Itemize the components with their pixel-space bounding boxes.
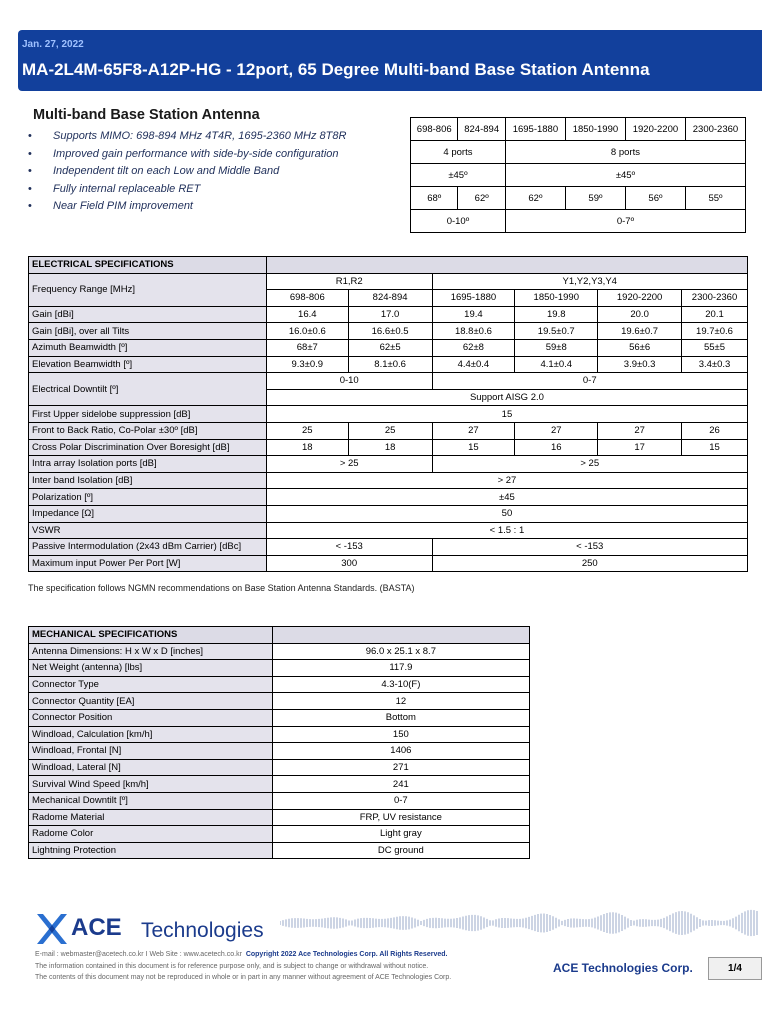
bullet-icon: • — [28, 165, 32, 177]
product-subtitle: Multi-band Base Station Antenna — [33, 107, 260, 123]
summary-beamwidth: 55º — [685, 187, 745, 210]
table-row: Inter band Isolation [dB] > 27 — [29, 472, 748, 489]
row-label: Intra array Isolation ports [dB] — [29, 456, 267, 473]
table-row: Intra array Isolation ports [dB] > 25 > 25 — [29, 456, 748, 473]
row-label: Passive Intermodulation (2x43 dBm Carrier) [dBc] — [29, 539, 267, 556]
mechanical-spec-table — [28, 626, 530, 859]
row-label: Inter band Isolation [dB] — [29, 472, 267, 489]
table-row: Electrical Downtilt [º] 0-10 0-7 — [29, 373, 748, 390]
row-label: Maximum input Power Per Port [W] — [29, 555, 267, 572]
summary-tilt-low: 0-10º — [411, 210, 506, 233]
table-row: Antenna Dimensions: H x W x D [inches] 96.0 x 25.1 x 8.7 — [29, 643, 530, 660]
bullet-icon: • — [28, 147, 32, 160]
aisg-support: Support AISG 2.0 — [266, 389, 747, 406]
row-label: Impedance [Ω] — [29, 505, 267, 522]
table-row: Connector Position Bottom — [29, 709, 530, 726]
table-row — [29, 273, 748, 290]
group-low: R1,R2 — [266, 273, 432, 290]
table-row — [411, 187, 746, 210]
feature-item: • Improved gain performance with side-by-side configuration — [28, 146, 346, 164]
summary-ports-mid: 8 ports — [505, 141, 745, 164]
footer-disclaimer: The contents of this document may not be reproduced in whole or in part in any manner without agreement of ACE Technologies Corp. — [35, 974, 452, 981]
table-row — [411, 141, 746, 164]
summary-table — [410, 117, 746, 233]
page-number: 1/4 — [708, 957, 762, 980]
summary-beamwidth: 56º — [625, 187, 685, 210]
row-label: Electrical Downtilt [º] — [29, 373, 267, 406]
feature-item: • Near Field PIM improvement — [28, 198, 346, 216]
table-row: Passive Intermodulation (2x43 dBm Carrier) [dBc] < -153 < -153 — [29, 539, 748, 556]
bullet-icon: • — [28, 130, 32, 142]
summary-beamwidth: 62º — [505, 187, 565, 210]
table-row — [29, 627, 530, 644]
feature-item: • Fully internal replaceable RET — [28, 181, 346, 199]
table-row — [411, 210, 746, 233]
row-label: Polarization [º] — [29, 489, 267, 506]
ace-logo — [35, 912, 264, 951]
band-cell: 824-894 — [348, 290, 432, 307]
band-cell: 1695-1880 — [432, 290, 515, 307]
logo-technologies-text: Technologies — [141, 919, 264, 942]
table-row: Gain [dBi] 16.4 17.0 19.4 19.8 20.0 20.1 — [29, 306, 748, 323]
row-label: VSWR — [29, 522, 267, 539]
table-row: Maximum input Power Per Port [W] 300 250 — [29, 555, 748, 572]
summary-pol-low: ±45º — [411, 164, 506, 187]
summary-beamwidth: 68º — [411, 187, 458, 210]
footer-company: ACE Technologies Corp. — [553, 961, 693, 975]
table-row: Lightning Protection DC ground — [29, 842, 530, 859]
bullet-icon: • — [28, 182, 32, 195]
summary-beamwidth: 62º — [458, 187, 505, 210]
table-row: Connector Type 4.3-10(F) — [29, 676, 530, 693]
table-row: Mechanical Downtilt [º] 0-7 — [29, 792, 530, 809]
summary-band: 1850-1990 — [565, 118, 625, 141]
table-row — [411, 164, 746, 187]
row-label: First Upper sidelobe suppression [dB] — [29, 406, 267, 423]
document-title: MA-2L4M-65F8-A12P-HG - 12port, 65 Degree Multi-band Base Station Antenna — [22, 60, 650, 79]
table-row: Net Weight (antenna) [lbs] 117.9 — [29, 660, 530, 677]
row-label: Gain [dBi], over all Tilts — [29, 323, 267, 340]
summary-beamwidth: 59º — [565, 187, 625, 210]
band-cell: 1920-2200 — [598, 290, 682, 307]
table-row — [411, 118, 746, 141]
table-row: Front to Back Ratio, Co-Polar ±30º [dB] 25 25 27 27 27 26 — [29, 422, 748, 439]
table-row: Connector Quantity [EA] 12 — [29, 693, 530, 710]
basta-note: The specification follows NGMN recommendations on Base Station Antenna Standards. (BASTA) — [28, 583, 415, 593]
feature-list — [28, 128, 346, 216]
summary-pol-mid: ±45º — [505, 164, 745, 187]
table-row: Azimuth Beamwidth [º] 68±7 62±5 62±8 59±8 56±6 55±5 — [29, 339, 748, 356]
table-row: VSWR < 1.5 : 1 — [29, 522, 748, 539]
row-label: Frequency Range [MHz] — [29, 273, 267, 306]
table-row: Survival Wind Speed [km/h] 241 — [29, 776, 530, 793]
footer-disclaimer: The information contained in this document is for reference purpose only, and is subject to change or withdrawal without notice. — [35, 963, 429, 970]
band-cell: 698-806 — [266, 290, 348, 307]
table-row: First Upper sidelobe suppression [dB] 15 — [29, 406, 748, 423]
summary-band: 1695-1880 — [505, 118, 565, 141]
feature-item: • Supports MIMO: 698-894 MHz 4T4R, 1695-2360 MHz 8T8R — [28, 128, 346, 146]
document-date: Jan. 27, 2022 — [22, 39, 84, 50]
row-label: Gain [dBi] — [29, 306, 267, 323]
row-label: Azimuth Beamwidth [º] — [29, 339, 267, 356]
wave-decoration-icon — [280, 903, 760, 943]
table-row: Windload, Lateral [N] 271 — [29, 759, 530, 776]
title-banner — [18, 30, 762, 91]
summary-band: 1920-2200 — [625, 118, 685, 141]
table-row: Impedance [Ω] 50 — [29, 505, 748, 522]
electrical-header: ELECTRICAL SPECIFICATIONS — [29, 257, 267, 274]
table-row: Radome Color Light gray — [29, 826, 530, 843]
bullet-icon: • — [28, 200, 32, 212]
feature-item: • Independent tilt on each Low and Middle Band — [28, 163, 346, 181]
footer-contact: E-mail : webmaster@acetech.co.kr I Web Site : www.acetech.co.kr Copyright 2022 Ace Technologies Corp. All Rights Reserved. — [35, 951, 448, 958]
summary-band: 2300-2360 — [685, 118, 745, 141]
row-label: Front to Back Ratio, Co-Polar ±30º [dB] — [29, 422, 267, 439]
row-label: Cross Polar Discrimination Over Boresight [dB] — [29, 439, 267, 456]
table-row: Polarization [º] ±45 — [29, 489, 748, 506]
group-mid: Y1,Y2,Y3,Y4 — [432, 273, 748, 290]
ace-logo-icon — [35, 912, 69, 946]
table-row — [29, 257, 748, 274]
table-row: Windload, Frontal [N] 1406 — [29, 743, 530, 760]
band-cell: 1850-1990 — [515, 290, 598, 307]
table-row: Radome Material FRP, UV resistance — [29, 809, 530, 826]
row-label: Elevation Beamwidth [º] — [29, 356, 267, 373]
summary-tilt-mid: 0-7º — [505, 210, 745, 233]
summary-band: 698-806 — [411, 118, 458, 141]
band-cell: 2300-2360 — [682, 290, 748, 307]
summary-band: 824-894 — [458, 118, 505, 141]
logo-ace-text: ACE — [71, 914, 122, 941]
mechanical-header: MECHANICAL SPECIFICATIONS — [29, 627, 273, 644]
table-row: Gain [dBi], over all Tilts 16.0±0.6 16.6±0.5 18.8±0.6 19.5±0.7 19.6±0.7 19.7±0.6 — [29, 323, 748, 340]
electrical-spec-table — [28, 256, 748, 572]
table-row: Windload, Calculation [km/h] 150 — [29, 726, 530, 743]
table-row: Elevation Beamwidth [º] 9.3±0.9 8.1±0.6 4.4±0.4 4.1±0.4 3.9±0.3 3.4±0.3 — [29, 356, 748, 373]
table-row: Cross Polar Discrimination Over Boresight [dB] 18 18 15 16 17 15 — [29, 439, 748, 456]
summary-ports-low: 4 ports — [411, 141, 506, 164]
